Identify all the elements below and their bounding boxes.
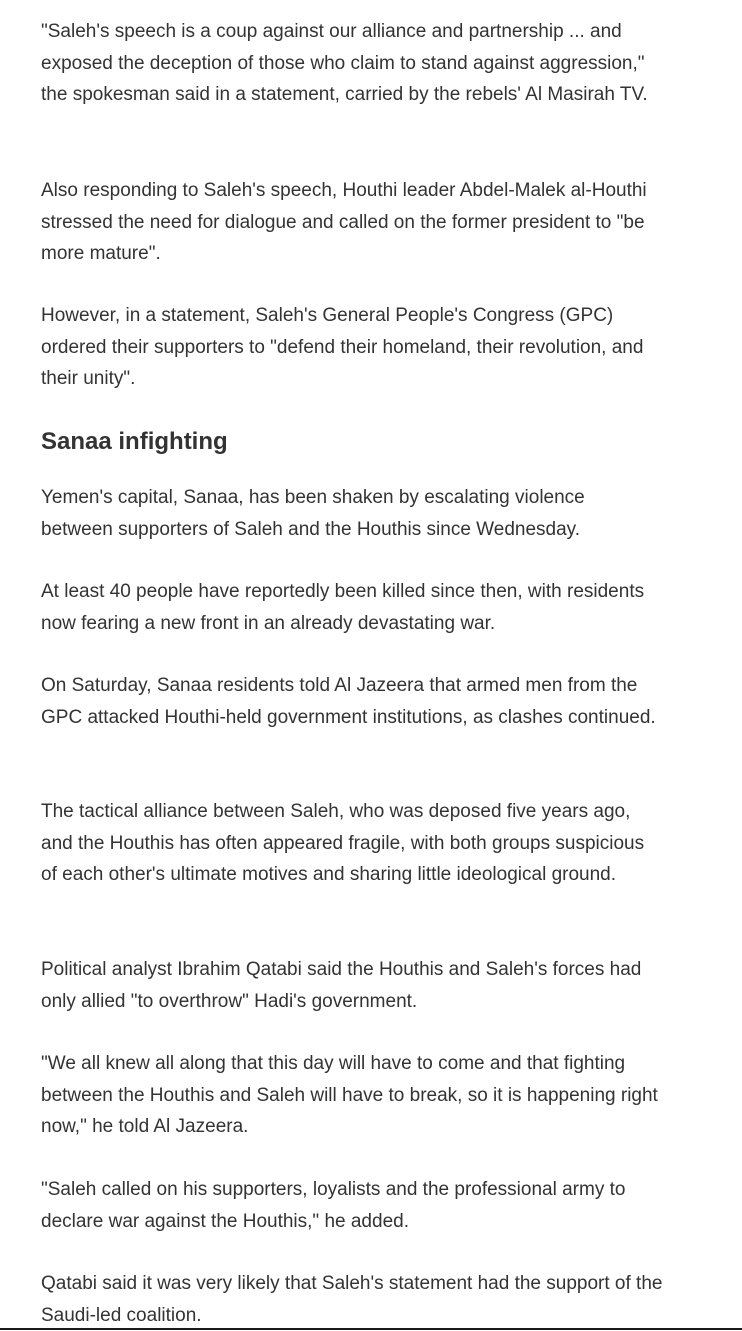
article-paragraph: However, in a statement, Saleh's General People's Congress (GPC) ordered their supporters to "defend their homeland, their revolution, and their unity".: [41, 305, 644, 389]
article-paragraph: "Saleh's speech is a coup against our alliance and partnership ... and exposed the deception of those who claim to stand against aggression," the spokesman said in a statement, carried by the rebels' Al Masirah TV.: [41, 21, 648, 105]
article-paragraph: At least 40 people have reportedly been killed since then, with residents now fearing a new front in an already devastating war.: [41, 581, 645, 634]
article-paragraph: "We all knew all along that this day will have to come and that fighting between the Houthis and Saleh will have to break, so it is happening right now," he told Al Jazeera.: [41, 1053, 658, 1137]
article-paragraph: Also responding to Saleh's speech, Houthi leader Abdel-Malek al-Houthi stressed the need for dialogue and called on the former president to "be more mature".: [41, 180, 647, 264]
article-paragraph: On Saturday, Sanaa residents told Al Jazeera that armed men from the GPC attacked Houthi-held government institutions, as clashes continued.: [41, 675, 656, 728]
article-paragraph: Qatabi said it was very likely that Saleh's statement had the support of the Saudi-led coalition.: [41, 1273, 663, 1326]
section-heading: Sanaa infighting: [41, 428, 228, 455]
article-paragraph: "Saleh called on his supporters, loyalists and the professional army to declare war against the Houthis," he added.: [41, 1179, 626, 1232]
article-paragraph: The tactical alliance between Saleh, who was deposed five years ago, and the Houthis has often appeared fragile, with both groups suspicious of each other's ultimate motives and sharing little ideological ground.: [41, 801, 645, 885]
article-paragraph: Yemen's capital, Sanaa, has been shaken by escalating violence between supporters of Saleh and the Houthis since Wednesday.: [41, 487, 585, 540]
article-paragraph: Political analyst Ibrahim Qatabi said the Houthis and Saleh's forces had only allied "to overthrow" Hadi's government.: [41, 959, 642, 1012]
